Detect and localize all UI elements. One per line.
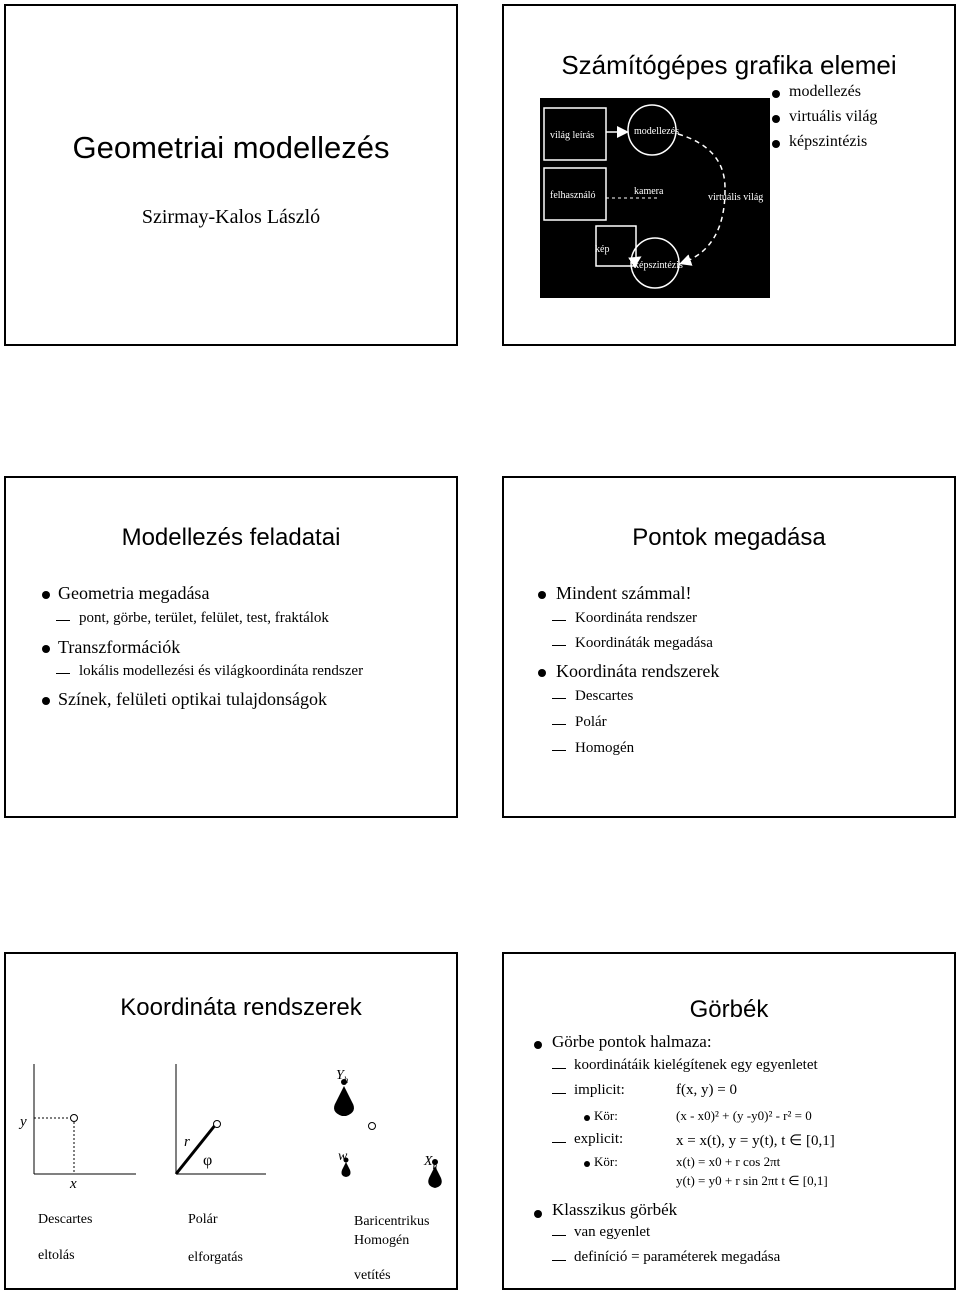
- bullet-klasszikus: Klasszikus görbék: [552, 1200, 678, 1219]
- caption-descartes: Descartes: [38, 1212, 93, 1227]
- caption-elforgatas: elforgatás: [188, 1250, 243, 1265]
- bullet-icon: [42, 591, 50, 599]
- dash-icon: [552, 645, 566, 646]
- slide-koordinata-rendszerek: [4, 952, 458, 1290]
- sub-explicit-label: explicit:: [574, 1131, 624, 1147]
- slide-heading: Koordináta rendszerek: [120, 994, 362, 1021]
- bullet-icon: [772, 140, 780, 148]
- label-w: w: [338, 1149, 348, 1164]
- sub-transzformaciok: lokális modellezési és világkoordináta rendszer: [79, 663, 364, 679]
- sub-definicio: definíció = paraméterek megadása: [574, 1249, 781, 1265]
- dash-icon: [56, 673, 70, 674]
- bullet-icon: [772, 90, 780, 98]
- slide-heading: Görbék: [689, 996, 769, 1023]
- sub-kielegitenek: koordinátáik kielégítenek egy egyenletet: [574, 1057, 818, 1073]
- axis-label-y: y: [20, 1114, 27, 1130]
- dash-icon: [552, 620, 566, 621]
- dash-icon: [552, 724, 566, 725]
- bullet-icon: [42, 697, 50, 705]
- bullet-kepszintezis: képszintézis: [789, 133, 868, 150]
- bullet-icon: [584, 1161, 590, 1167]
- rendering-pipeline-diagram: [540, 98, 770, 298]
- bullet-transzformaciok: Transzformációk: [58, 637, 181, 657]
- bullet-koordinata-rendszerek: Koordináta rendszerek: [556, 661, 720, 681]
- sub-homogen: Homogén: [575, 740, 635, 756]
- label-yh-sub: h: [343, 1074, 349, 1085]
- label-phi: φ: [203, 1152, 213, 1169]
- sub-koordinatak-megadasa: Koordináták megadása: [575, 635, 713, 651]
- label-r: r: [184, 1134, 190, 1150]
- dash-icon: [552, 750, 566, 751]
- dash-icon: [552, 1093, 566, 1094]
- kor-explicit-label: Kör:: [594, 1154, 618, 1169]
- slide-heading: Pontok megadása: [632, 524, 826, 551]
- dash-icon: [56, 620, 70, 621]
- sub-implicit-eq: f(x, y) = 0: [676, 1082, 737, 1098]
- caption-eltolas: eltolás: [38, 1248, 75, 1263]
- label-xh-main: X: [424, 1154, 433, 1169]
- label-xh: [424, 1154, 437, 1171]
- label-yh: [336, 1068, 348, 1085]
- slide-heading: Számítógépes grafika elemei: [561, 50, 897, 80]
- dash-icon: [552, 1068, 566, 1069]
- bullet-icon: [772, 115, 780, 123]
- dash-icon: [552, 1142, 566, 1143]
- bullet-icon: [534, 1210, 542, 1218]
- bullet-modellezes: modellezés: [789, 83, 861, 100]
- slide-gorbek: [502, 952, 956, 1290]
- kor-explicit-eq2: y(t) = y0 + r sin 2πt t ∈ [0,1]: [676, 1173, 828, 1188]
- bullet-virtualis-vilag: virtuális világ: [789, 108, 878, 125]
- diagram-kep: kép: [595, 244, 610, 255]
- bullet-icon: [538, 669, 546, 677]
- slide-modellezes-feladatai: [4, 476, 458, 818]
- diagram-vilag-leiras: világ leírás: [550, 130, 595, 141]
- caption-baricentrikus: Baricentrikus: [354, 1214, 430, 1229]
- slide-pontok-megadasa: [502, 476, 956, 818]
- diagram-felhasznalo: felhasználó: [550, 190, 596, 201]
- bullet-icon: [584, 1115, 590, 1121]
- slide-title-heading: Geometriai modellezés: [72, 130, 390, 165]
- caption-vetites: vetítés: [354, 1268, 391, 1283]
- diagram-modellezes: modellezés: [634, 126, 679, 137]
- caption-polar: Polár: [188, 1212, 218, 1227]
- caption-homogen: Homogén: [354, 1233, 410, 1248]
- kor-implicit-eq: (x - x0)² + (y -y0)² - r² = 0: [676, 1108, 812, 1123]
- dash-icon: [552, 698, 566, 699]
- bullet-geometria: Geometria megadása: [58, 583, 210, 603]
- slide-title: [4, 4, 458, 346]
- sub-geometria: pont, görbe, terület, felület, test, fraktálok: [79, 610, 329, 626]
- label-xh-sub: h: [432, 1160, 438, 1171]
- axis-label-x: x: [70, 1176, 77, 1192]
- dash-icon: [552, 1235, 566, 1236]
- slide-author: Szirmay-Kalos László: [141, 206, 321, 228]
- sub-van-egyenlet: van egyenlet: [574, 1224, 651, 1240]
- bullet-icon: [538, 591, 546, 599]
- sub-explicit-eq: x = x(t), y = y(t), t ∈ [0,1]: [676, 1133, 835, 1149]
- diagram-kepszintezis: képszintézis: [634, 260, 683, 271]
- sub-polar: Polár: [575, 714, 607, 730]
- dash-icon: [552, 1260, 566, 1261]
- kor-implicit-label: Kör:: [594, 1108, 618, 1123]
- bullet-gorbe-pontok: Görbe pontok halmaza:: [552, 1032, 712, 1051]
- bullet-icon: [534, 1041, 542, 1049]
- diagram-kamera: kamera: [634, 186, 664, 197]
- bullet-szinek: Színek, felületi optikai tulajdonságok: [58, 689, 327, 709]
- kor-explicit-eq1: x(t) = x0 + r cos 2πt: [676, 1154, 781, 1169]
- label-yh-main: Y: [336, 1068, 344, 1083]
- sub-descartes: Descartes: [575, 688, 634, 704]
- bullet-mindent-szammal: Mindent számmal!: [556, 583, 692, 603]
- diagram-virtualis-vilag: virtuális világ: [708, 192, 764, 203]
- sub-koordinata-rendszer: Koordináta rendszer: [575, 610, 698, 626]
- sub-implicit-label: implicit:: [574, 1082, 625, 1098]
- slide-grafika-elemei: [502, 4, 956, 346]
- slide-heading: Modellezés feladatai: [121, 524, 341, 551]
- bullet-icon: [42, 645, 50, 653]
